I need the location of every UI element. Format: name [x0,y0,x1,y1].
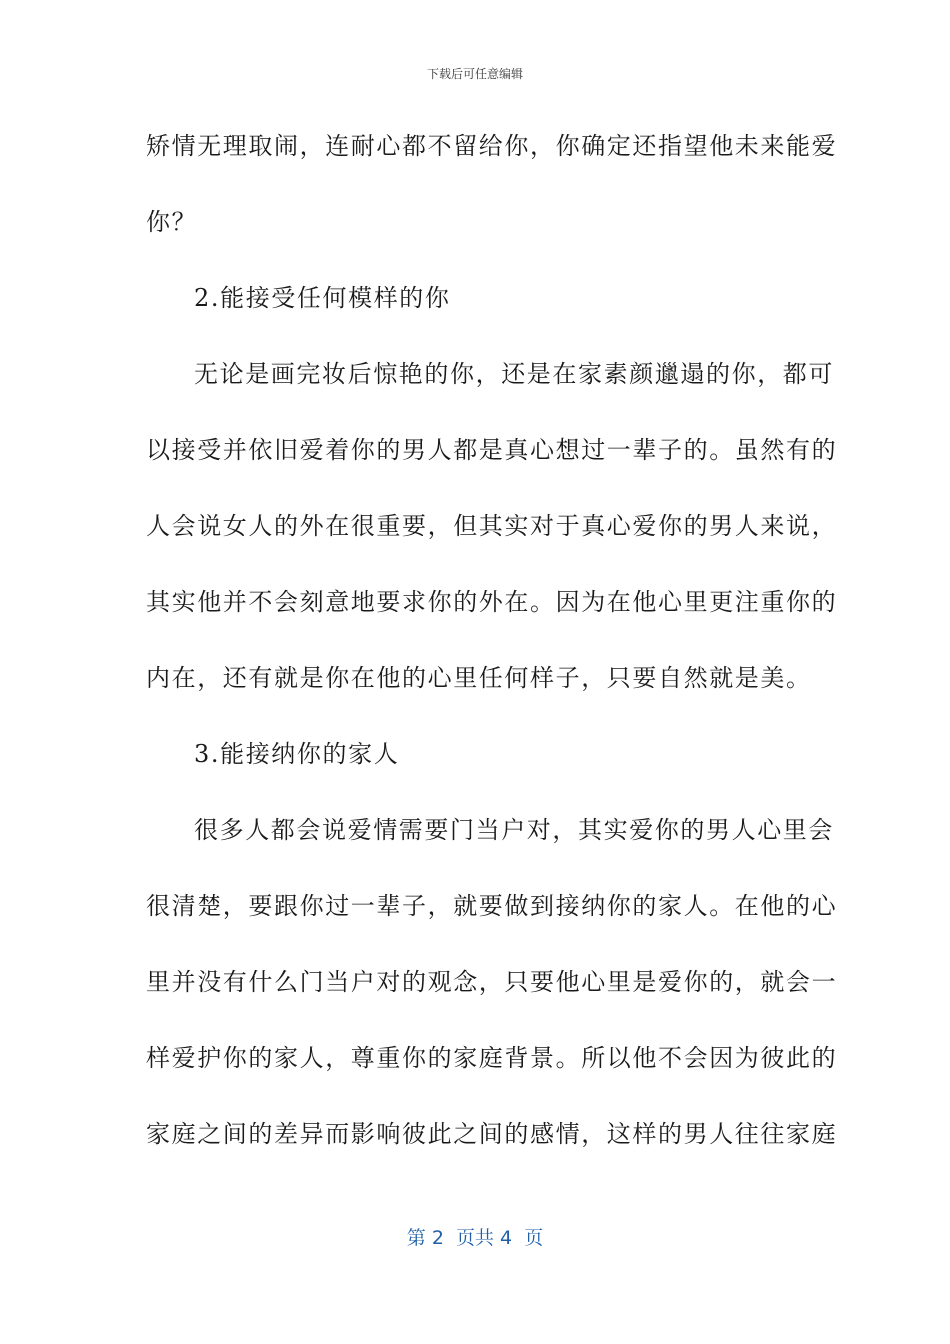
document-body [146,122,838,1186]
section-heading: 3.能接纳你的家人 [194,740,400,768]
page-header: 下载后可任意编辑 [426,67,523,81]
text-line: 矫情无理取闹，连耐心都不留给你，你确定还指望他未来能爱 [146,132,838,160]
text-line: 人会说女人的外在很重要，但其实对于真心爱你的男人来说， [146,512,838,540]
text-line: 很多人都会说爱情需要门当户对，其实爱你的男人心里会 [194,816,834,844]
text-line: 家庭之间的差异而影响彼此之间的感情，这样的男人往往家庭 [146,1120,838,1148]
text-line: 里并没有什么门当户对的观念，只要他心里是爱你的，就会一 [146,968,838,996]
text-line: 无论是画完妆后惊艳的你，还是在家素颜邋遢的你，都可 [194,360,834,388]
text-line: 以接受并依旧爱着你的男人都是真心想过一辈子的。虽然有的 [146,436,838,464]
text-line: 样爱护你的家人，尊重你的家庭背景。所以他不会因为彼此的 [146,1044,838,1072]
text-line: 其实他并不会刻意地要求你的外在。因为在他心里更注重你的 [146,588,838,616]
section-heading: 2.能接受任何模样的你 [194,284,451,312]
page-number-footer: 第 2 页共 4 页 [406,1227,544,1249]
text-line: 很清楚，要跟你过一辈子，就要做到接纳你的家人。在他的心 [146,892,838,920]
text-line: 内在，还有就是你在他的心里任何样子，只要自然就是美。 [146,664,812,692]
text-line: 你？ [146,208,198,236]
